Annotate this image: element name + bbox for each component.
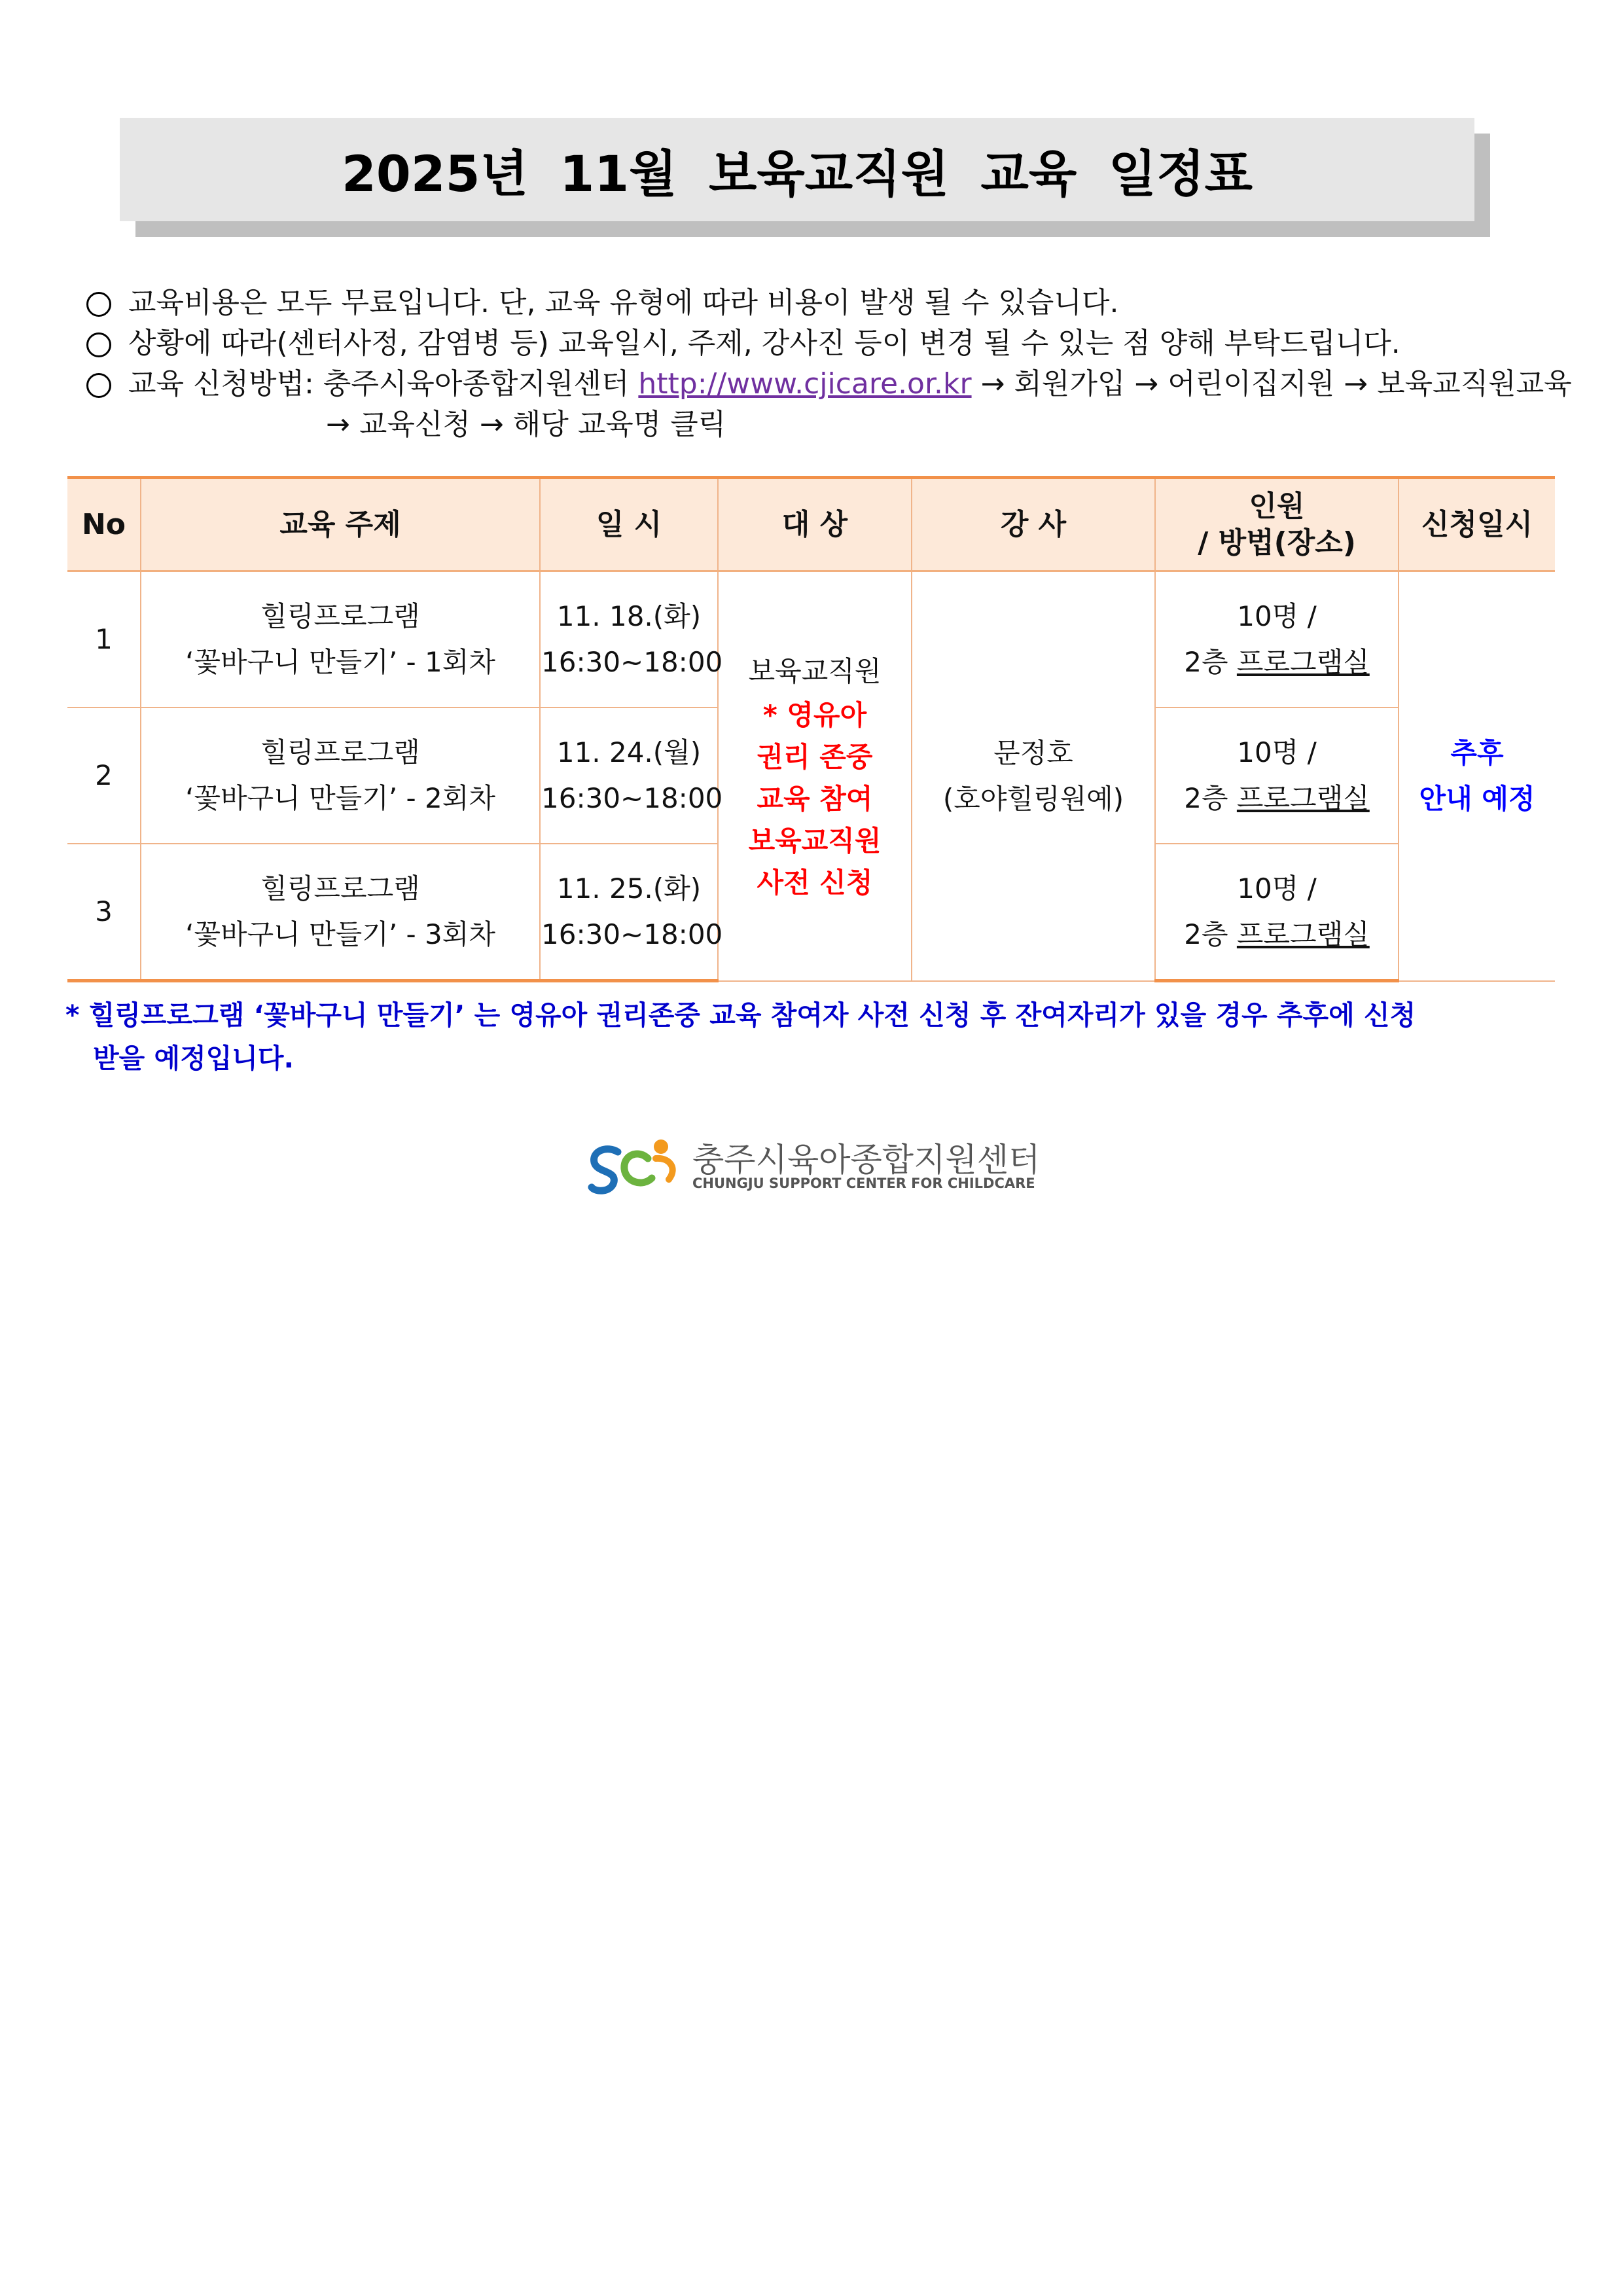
topic-line2: ‘꽃바구니 만들기’ - 3회차	[185, 918, 495, 950]
target-main: 보육교직원	[748, 655, 882, 687]
instructor-name: 문정호	[993, 736, 1073, 769]
header-capacity-line1: 인원	[1249, 489, 1305, 523]
place-room: 프로그램실	[1236, 782, 1370, 814]
capacity-count: 10명 /	[1237, 736, 1317, 768]
topic-line1: 힐링프로그램	[260, 872, 420, 905]
cell-topic	[141, 708, 540, 844]
place-floor: 2층	[1184, 646, 1228, 678]
cell-no: 1	[67, 571, 141, 708]
instructor-org: (호야힐링원예)	[942, 782, 1124, 815]
place-floor: 2층	[1184, 782, 1228, 814]
cell-no: 3	[67, 844, 141, 981]
footnote	[65, 994, 1571, 1080]
topic-line2: ‘꽃바구니 만들기’ - 2회차	[185, 782, 495, 814]
cell-datetime	[540, 844, 723, 981]
cell-no: 2	[67, 708, 141, 844]
center-logo-mark-icon	[588, 1132, 686, 1198]
target-note-line: * 영유아	[762, 698, 867, 731]
cell-datetime	[540, 708, 723, 844]
notice-text: 상황에 따라(센터사정, 감염병 등) 교육일시, 주제, 강사진 등이 변경 될 수 있는 점 양해 부탁드립니다.	[128, 327, 1400, 360]
schedule-table	[67, 476, 1555, 982]
header-capacity	[1155, 478, 1399, 571]
topic-line1: 힐링프로그램	[260, 600, 420, 632]
notice-item	[85, 323, 1590, 364]
header-apply: 신청일시	[1399, 478, 1555, 571]
topic-line2: ‘꽃바구니 만들기’ - 1회차	[185, 646, 495, 678]
center-logo	[588, 1132, 1041, 1198]
notice-text: → 회원가입 → 어린이집지원 → 보육교직원교육	[980, 367, 1572, 401]
notice-item	[85, 364, 1590, 404]
cell-topic	[141, 844, 540, 981]
cell-datetime	[540, 571, 723, 708]
apply-line2: 안내 예정	[1419, 782, 1535, 815]
logo-name-english: CHUNGJU SUPPORT CENTER FOR CHILDCARE	[692, 1175, 1035, 1191]
notice-continuation: → 교육신청 → 해당 교육명 클릭	[326, 408, 726, 441]
notice-item	[85, 283, 1590, 323]
cell-instructor	[912, 571, 1155, 981]
header-no: No	[67, 478, 141, 571]
apply-line1: 추후	[1450, 736, 1504, 769]
time-text: 16:30~18:00	[541, 918, 723, 950]
topic-line1: 힐링프로그램	[260, 736, 420, 768]
place-room: 프로그램실	[1236, 918, 1370, 950]
capacity-place	[1156, 776, 1397, 821]
circle-bullet-icon	[86, 332, 111, 357]
footnote-line1: * 힐링프로그램 ‘꽃바구니 만들기’ 는 영유아 권리존중 교육 참여자 사전 신청 후 잔여자리가 있을 경우 추후에 신청	[65, 999, 1416, 1031]
page-title: 2025년 11월 보육교직원 교육 일정표	[120, 118, 1474, 221]
date-text: 11. 25.(화)	[556, 872, 702, 905]
notice-list	[85, 283, 1590, 445]
place-room: 프로그램실	[1236, 646, 1370, 678]
header-datetime: 일 시	[540, 478, 718, 571]
target-note-line: 사전 신청	[757, 866, 873, 899]
footnote-line2: 받을 예정입니다.	[93, 1043, 294, 1074]
cell-topic	[141, 571, 540, 708]
header-topic: 교육 주제	[141, 478, 540, 571]
title-banner	[120, 118, 1474, 221]
logo-name-korean: 충주시육아종합지원센터	[692, 1141, 1041, 1179]
capacity-count: 10명 /	[1237, 872, 1317, 905]
capacity-place	[1156, 639, 1397, 685]
website-link[interactable]: http://www.cjicare.or.kr	[638, 367, 972, 401]
header-target: 대 상	[718, 478, 912, 571]
cell-apply	[1399, 571, 1555, 981]
capacity-place	[1156, 912, 1397, 958]
cell-capacity	[1155, 708, 1399, 844]
cell-target	[718, 571, 912, 981]
target-note-line: 권리 존중	[757, 740, 873, 773]
time-text: 16:30~18:00	[541, 782, 723, 814]
target-note-line: 교육 참여	[757, 782, 873, 815]
notice-text: 교육비용은 모두 무료입니다. 단, 교육 유형에 따라 비용이 발생 될 수 있습니다.	[128, 286, 1119, 319]
date-text: 11. 18.(화)	[556, 600, 702, 632]
circle-bullet-icon	[86, 373, 111, 398]
table-header-row	[67, 478, 1555, 571]
target-note-line: 보육교직원	[748, 824, 882, 857]
header-instructor: 강 사	[912, 478, 1155, 571]
circle-bullet-icon	[86, 292, 111, 317]
time-text: 16:30~18:00	[541, 646, 723, 678]
cell-capacity	[1155, 571, 1399, 708]
place-floor: 2층	[1184, 918, 1228, 950]
capacity-count: 10명 /	[1237, 600, 1317, 632]
header-capacity-line2: / 방법(장소)	[1198, 526, 1356, 560]
notice-text: 교육 신청방법: 충주시육아종합지원센터	[128, 367, 630, 401]
date-text: 11. 24.(월)	[556, 736, 702, 768]
cell-capacity	[1155, 844, 1399, 981]
table-row	[67, 571, 1555, 708]
